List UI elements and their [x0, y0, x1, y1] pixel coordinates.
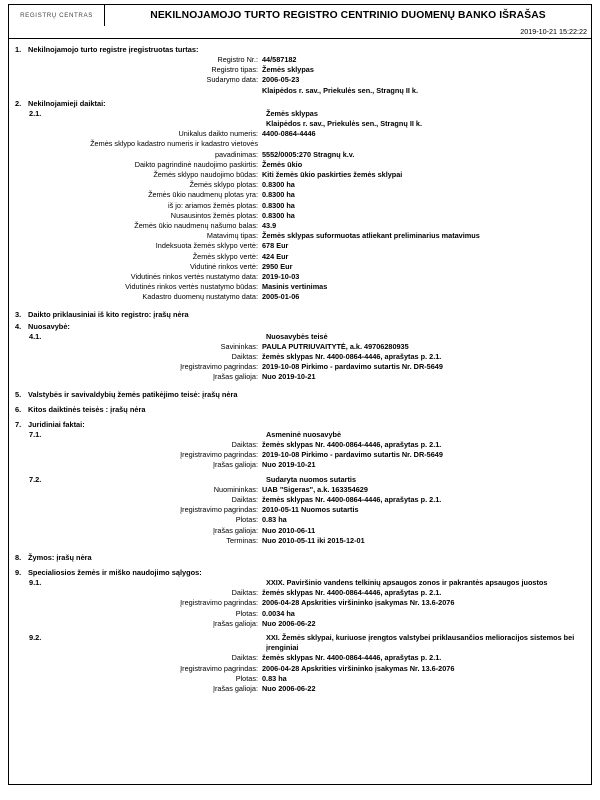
row-label: Registro tipas:	[211, 65, 258, 75]
section-7-subblock-1	[15, 430, 585, 471]
row-label: Terminas:	[226, 535, 258, 545]
row-value: 0.8300 ha	[262, 210, 295, 220]
ownership-heading: Nuosavybės teisė	[266, 331, 328, 341]
row-value: 2006-05-23	[262, 75, 300, 85]
row-value: Nuo 2019-10-21	[262, 460, 316, 470]
row-label: Įrašas galioja:	[212, 683, 258, 693]
section-3-title: 3. Daikto priklausiniai iš kito registro: įrašų nėra	[15, 309, 189, 319]
row-value: žemės sklypas Nr. 4400-0864-4446, aprašytas p. 2.1.	[262, 494, 442, 504]
section-9-subblock-2	[15, 633, 585, 694]
row-value: Klaipėdos r. sav., Priekulės sen., Stragnų II k.	[262, 85, 418, 95]
section-4-subblock	[15, 332, 585, 383]
section-6-title: 6. Kitos daiktinės teisės : įrašų nėra	[15, 404, 146, 414]
row-value: 44/587182	[262, 55, 297, 64]
row-label: Įregistravimo pagrindas:	[180, 598, 258, 608]
row-label: Plotas:	[235, 515, 258, 525]
row-label: Įrašas galioja:	[212, 372, 258, 382]
row-value: 0.8300 ha	[262, 180, 295, 190]
row-value: 2019-10-03	[262, 272, 300, 282]
row-value: PAULA PUTRIUVAITYTĖ, a.k. 49706280935	[262, 341, 409, 351]
section-7-title: 7. Juridiniai faktai:	[15, 419, 85, 429]
row-label: Daiktas:	[231, 439, 258, 449]
row-value: 43.9	[262, 221, 277, 231]
row-label: Daiktas:	[231, 494, 258, 504]
row-label: Nusausintos žemės plotas:	[170, 210, 258, 220]
condition-heading: XXI. Žemės sklypai, kuriuose įrengtos valstybei priklausančios melioracijos sistemos bei įrenginiai	[266, 632, 575, 653]
row-value: 2006-04-28 Apskrities viršininko įsakymas Nr. 13.6-2076	[262, 663, 455, 673]
row-label: Žemės ūkio naudmenų našumo balas:	[134, 221, 258, 231]
row-label: Žemės sklypo plotas:	[189, 180, 258, 190]
row-label: Įregistravimo pagrindas:	[180, 450, 258, 460]
row-label: Daiktas:	[231, 588, 258, 598]
section-1-title: 1. Nekilnojamojo turto registre įregistruotas turtas:	[15, 45, 199, 54]
row-label: Vidutinės rinkos vertės nustatymo data:	[130, 272, 258, 282]
row-label: Matavimų tipas:	[206, 231, 258, 241]
object-address: Klaipėdos r. sav., Priekulės sen., Stragnų II k.	[266, 119, 422, 129]
row-label: pavadinimas:	[215, 149, 258, 159]
row-label: Savininkas:	[220, 341, 258, 351]
section-2-subblock	[15, 109, 585, 303]
document-body	[8, 39, 592, 785]
fact-heading: Asmeninė nuosavybė	[266, 429, 342, 439]
row-value: 0.8300 ha	[262, 200, 295, 210]
row-value: žemės sklypas Nr. 4400-0864-4446, aprašytas p. 2.1.	[262, 439, 442, 449]
document-title: NEKILNOJAMOJO TURTO REGISTRO CENTRINIO DUOMENŲ BANKO IŠRAŠAS	[150, 10, 546, 21]
section-1-rows	[15, 55, 585, 96]
subsection-number: 4.1.	[29, 331, 42, 341]
row-label: Įrašas galioja:	[212, 460, 258, 470]
registru-centras-logo	[9, 5, 105, 26]
row-label: iš jo: ariamos žemės plotas:	[167, 200, 258, 210]
section-7-subblock-2	[15, 475, 585, 546]
row-value: 0.0034 ha	[262, 608, 295, 618]
row-label: Nuomininkas:	[213, 484, 258, 494]
row-label: Sudarymo data:	[206, 75, 258, 85]
condition-heading: XXIX. Paviršinio vandens telkinių apsaugos zonos ir pakrantės apsaugos juostos	[266, 577, 548, 587]
row-value: Kiti žemės ūkio paskirties žemės sklypai	[262, 170, 403, 180]
row-label: Žemės sklypo naudojimo būdas:	[153, 170, 258, 180]
row-label: Indeksuota žemės sklypo vertė:	[155, 241, 258, 251]
row-label: Įrašas galioja:	[212, 618, 258, 628]
row-value: Nuo 2019-10-21	[262, 372, 316, 382]
row-label: Žemės sklypo kadastro numeris ir kadastro vietovės	[90, 139, 258, 149]
row-label: Unikalus daikto numeris:	[178, 129, 258, 139]
row-label: Plotas:	[235, 608, 258, 618]
row-value: 0.83 ha	[262, 515, 287, 525]
document-header	[8, 4, 592, 26]
row-label: Vidutinė rinkos vertė:	[189, 261, 258, 271]
object-heading: Žemės sklypas	[266, 108, 318, 118]
row-label: Plotas:	[235, 673, 258, 683]
row-value: Nuo 2006-06-22	[262, 618, 316, 628]
row-label: Įregistravimo pagrindas:	[180, 505, 258, 515]
subsection-number: 7.2.	[29, 474, 42, 484]
row-value: 2019-10-08 Pirkimo - pardavimo sutartis Nr. DR-5649	[262, 450, 443, 460]
row-value: 0.8300 ha	[262, 190, 295, 200]
row-value: UAB "Sigeras", a.k. 163354629	[262, 484, 368, 494]
row-value: 4400-0864-4446	[262, 129, 316, 139]
document-datetime: 2019-10-21 15:22:22	[8, 26, 592, 39]
row-label: Registro Nr.:	[217, 55, 258, 64]
row-value: Masinis vertinimas	[262, 282, 328, 292]
section-8-title: 8. Žymos: įrašų nėra	[15, 552, 92, 562]
row-label: Žemės sklypo vertė:	[192, 251, 258, 261]
row-value: 0.83 ha	[262, 673, 287, 683]
row-label: Žemės ūkio naudmenų plotas yra:	[148, 190, 258, 200]
subsection-number: 2.1.	[29, 108, 42, 118]
row-label: Vidutinės rinkos vertės nustatymo būdas:	[125, 282, 258, 292]
row-value: 2010-05-11 Nuomos sutartis	[262, 505, 359, 515]
row-value: 2019-10-08 Pirkimo - pardavimo sutartis Nr. DR-5649	[262, 362, 443, 372]
subsection-number: 9.1.	[29, 577, 42, 587]
row-label: Daiktas:	[231, 352, 258, 362]
row-value: Žemės ūkio	[262, 159, 303, 169]
row-value: Nuo 2010-05-11 iki 2015-12-01	[262, 535, 365, 545]
section-5-title: 5. Valstybės ir savivaldybių žemės patikėjimo teisė: įrašų nėra	[15, 389, 238, 399]
row-label: Kadastro duomenų nustatymo data:	[142, 292, 258, 302]
row-value: 5552/0005:270 Stragnų k.v.	[262, 149, 355, 159]
row-value: žemės sklypas Nr. 4400-0864-4446, aprašytas p. 2.1.	[262, 588, 442, 598]
fact-heading: Sudaryta nuomos sutartis	[266, 474, 357, 484]
logo-label: REGISTRŲ CENTRAS	[20, 12, 93, 19]
row-label: Įregistravimo pagrindas:	[180, 362, 258, 372]
row-value: Nuo 2010-06-11	[262, 525, 316, 535]
row-label	[15, 86, 262, 96]
row-value: 678 Eur	[262, 241, 289, 251]
row-value: 2006-04-28 Apskrities viršininko įsakymas Nr. 13.6-2076	[262, 598, 455, 608]
section-4-title: 4. Nuosavybė:	[15, 321, 70, 331]
row-value: 424 Eur	[262, 251, 289, 261]
row-value: 2005-01-06	[262, 292, 300, 302]
section-9-title: 9. Specialiosios žemės ir miško naudojimo sąlygos:	[15, 567, 202, 577]
row-value	[262, 139, 585, 149]
section-2-title: 2. Nekilnojamieji daiktai:	[15, 98, 106, 108]
row-label: Daikto pagrindinė naudojimo paskirtis:	[134, 159, 258, 169]
row-value: žemės sklypas Nr. 4400-0864-4446, aprašytas p. 2.1.	[262, 653, 442, 663]
row-label: Daiktas:	[231, 653, 258, 663]
subsection-number: 9.2.	[29, 632, 42, 642]
row-value: Žemės sklypas	[262, 65, 314, 75]
row-label: Įregistravimo pagrindas:	[180, 663, 258, 673]
row-value: Nuo 2006-06-22	[262, 683, 316, 693]
subsection-number: 7.1.	[29, 429, 42, 439]
section-9-subblock-1	[15, 578, 585, 629]
row-label: Įrašas galioja:	[212, 525, 258, 535]
row-value: 2950 Eur	[262, 261, 293, 271]
row-value: žemės sklypas Nr. 4400-0864-4446, aprašytas p. 2.1.	[262, 352, 442, 362]
row-value: Žemės sklypas suformuotas atliekant preliminarius matavimus	[262, 231, 480, 241]
